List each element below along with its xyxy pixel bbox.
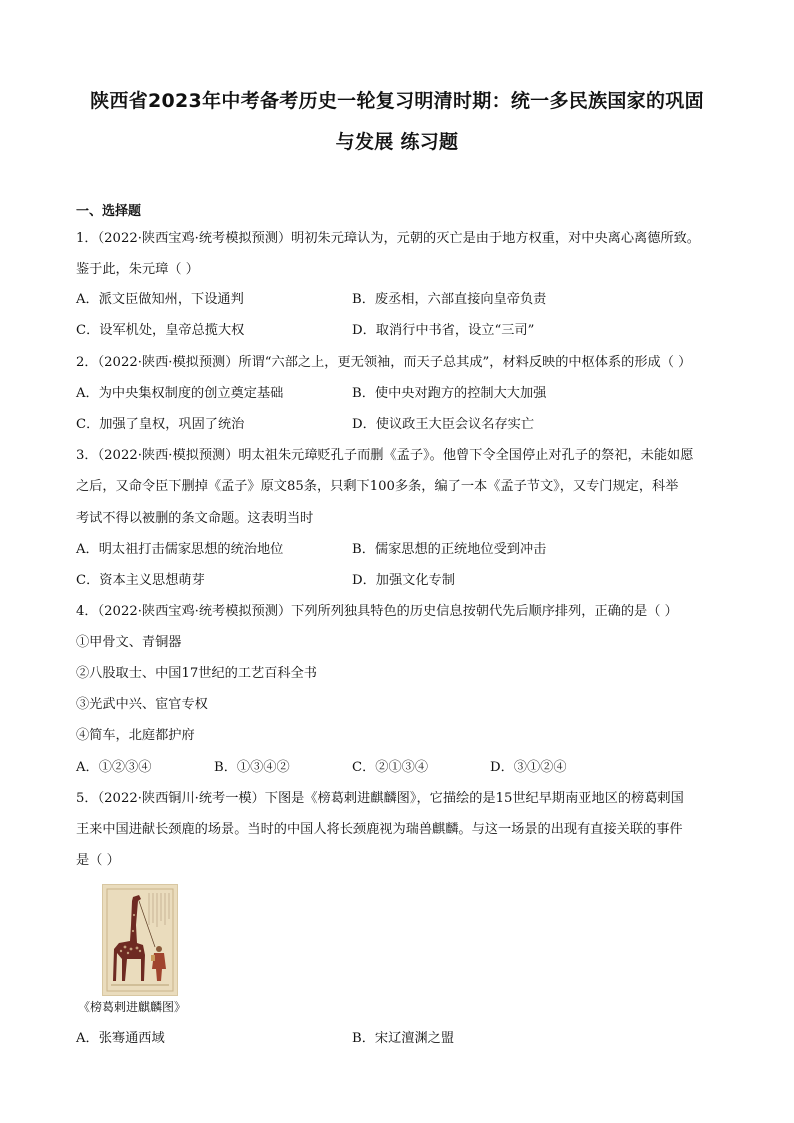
question-5-option-a: A．张骞通西域 [76,1031,165,1046]
question-3-text: 考试不得以被删的条文命题。这表明当时 [76,511,314,526]
question-4-text: 4．（2022·陕西宝鸡·统考模拟预测）下列所列独具特色的历史信息按朝代先后顺序排列，正确的是（ ） [76,604,678,619]
page-title-line-1: 陕西省2023年中考备考历史一轮复习明清时期：统一多民族国家的巩固 [90,90,704,112]
question-4-option-a: A．①②③④ [76,760,152,775]
figure-caption: 《榜葛剌进麒麟图》 [78,1000,187,1014]
question-3-option-b: B．儒家思想的正统地位受到冲击 [352,542,547,557]
question-4-option-c: C．②①③④ [352,760,429,775]
question-1-option-d: D．取消行中书省，设立“三司” [352,323,535,338]
question-4-item: ①甲骨文、青铜器 [76,635,182,650]
question-5-option-b: B．宋辽澶渊之盟 [352,1031,455,1046]
question-5-text: 5．（2022·陕西铜川·统考一模）下图是《榜葛剌进麒麟图》，它描绘的是15世纪早期南亚地区的榜葛剌国 [76,791,684,806]
question-2-option-b: B．使中央对跑方的控制大大加强 [352,386,547,401]
question-1-option-a: A．派文臣做知州，下设通判 [76,292,244,307]
question-3-option-a: A．明太祖打击儒家思想的统治地位 [76,542,284,557]
question-3-text: 3．（2022·陕西·模拟预测）明太祖朱元璋贬孔子而删《孟子》。他曾下令全国停止对孔子的祭祀，未能如愿 [76,448,694,463]
question-4-option-b: B．①③④② [214,760,290,775]
question-2-option-d: D．使议政王大臣会议名存实亡 [352,417,535,432]
question-1-option-c: C．设军机处，皇帝总揽大权 [76,323,245,338]
question-2-option-c: C．加强了皇权，巩固了统治 [76,417,245,432]
question-3-option-c: C．资本主义思想萌芽 [76,573,205,588]
giraffe-painting-image [102,884,178,996]
question-2-text: 2．（2022·陕西·模拟预测）所谓“六部之上，更无领袖，而天子总其成”，材料反映的中枢体系的形成（ ） [76,355,692,370]
question-4-option-d: D．③①②④ [490,760,567,775]
page-title-line-2: 与发展 练习题 [335,131,459,153]
question-3-text: 之后，又命令臣下删掉《孟子》原文85条，只剩下100多条，编了一本《孟子节文》，又专门规定，科举 [76,479,679,494]
section-heading: 一、选择题 [76,204,142,219]
question-2-option-a: A．为中央集权制度的创立奠定基础 [76,386,284,401]
question-3-option-d: D．加强文化专制 [352,573,455,588]
question-4-item: ③光武中兴、宦官专权 [76,697,208,712]
question-1-text: 鉴于此，朱元璋（ ） [76,262,199,277]
giraffe-illustration [103,885,177,995]
question-4-item: ④简车，北庭都护府 [76,728,195,743]
question-1-option-b: B．废丞相，六部直接向皇帝负责 [352,292,547,307]
question-5-text: 王来中国进献长颈鹿的场景。当时的中国人将长颈鹿视为瑞兽麒麟。与这一场景的出现有直接关联的事件 [76,822,683,837]
question-1-text: 1．（2022·陕西宝鸡·统考模拟预测）明初朱元璋认为，元朝的灭亡是由于地方权重，对中央离心离德所致。 [76,231,700,246]
question-4-item: ②八股取士、中国17世纪的工艺百科全书 [76,666,317,681]
question-5-text: 是（ ） [76,853,120,868]
